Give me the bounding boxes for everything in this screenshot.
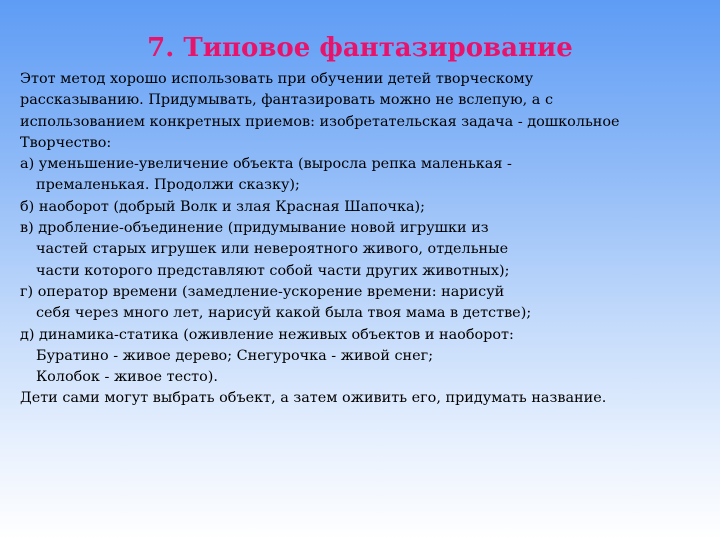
list-item-b: б) наоборот (добрый Волк и злая Красная Шапочка); bbox=[20, 198, 426, 215]
body-line: рассказыванию. Придумывать, фантазировать можно не вслепую, а с bbox=[20, 92, 554, 109]
list-item-d: г) оператор времени (замедление-ускорение времени: нарисуй bbox=[20, 283, 505, 300]
closing-line: Дети сами могут выбрать объект, а затем оживить его, придумать название. bbox=[20, 390, 607, 407]
slide-body bbox=[20, 69, 710, 410]
list-item-e: д) динамика-статика (оживление неживых объектов и наоборот: bbox=[20, 326, 514, 343]
body-line: Этот метод хорошо использовать при обучении детей творческому bbox=[20, 71, 534, 87]
body-line: использованием конкретных приемов: изобретательская задача - дошкольное bbox=[20, 113, 620, 130]
list-item-d-continued: себя через много лет, нарисуй какой была твоя мама в детстве); bbox=[36, 305, 532, 322]
list-item-c-continued: частей старых игрушек или невероятного живого, отдельные bbox=[36, 241, 509, 258]
list-item-a: а) уменьшение-увеличение объекта (выросла репка маленькая - bbox=[20, 156, 512, 173]
list-item-e-continued: Буратино - живое дерево; Снегурочка - живой снег; bbox=[36, 347, 434, 364]
slide-title: 7. Типовое фантазирование bbox=[147, 33, 573, 63]
list-item-c-continued: части которого представляют собой части других животных); bbox=[36, 262, 510, 279]
list-item-c: в) дробление-объединение (придумывание новой игрушки из bbox=[20, 220, 489, 237]
list-item-e-continued: Колобок - живое тесто). bbox=[36, 369, 218, 386]
list-item-a-continued: премаленькая. Продолжи сказку); bbox=[36, 177, 300, 194]
body-line: Творчество: bbox=[20, 134, 112, 151]
